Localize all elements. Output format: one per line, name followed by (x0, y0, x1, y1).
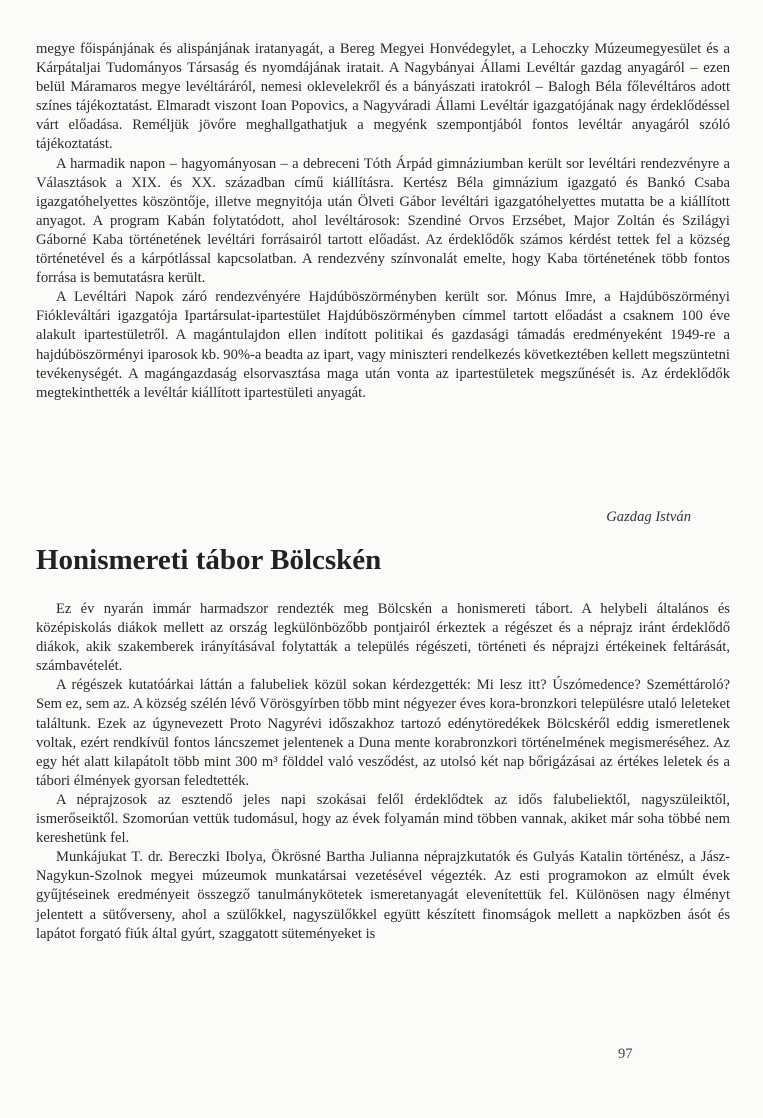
body-paragraph: A néprajzosok az esztendő jeles napi szokásai felől érdeklődtek az idős falubeliektől, nagyszüleiktől, ismerőseiktől. Szomorúan vettük tudomásul, hogy az évek folyamán mind többen vannak, akiket már soha többé nem kereshetünk fel. (36, 791, 730, 847)
body-paragraph: A régészek kutatóárkai láttán a falubeliek közül sokan kérdezgették: Mi lesz itt? Úszómedence? Szeméttároló? Sem ez, sem az. A község szélén lévő Vörösgyírben több mint négyezer éves kora-bronzkori településre utaló leleteket találtunk. Ezek az úgynevezett Proto Nagyrévi időszakhoz tartozó edénytöredékek Bölcskéről eddig ismeretlenek voltak, ezért rendkívül fontos láncszemet jelentenek a Duna mente korabronzkori történelmének megismeréséhez. Az egy hét alatt kilapátolt több mint 300 m³ földdel való vesződést, az utolsó két nap bőrigázásai az értékes leletek és a tábori élmények gyorsan feledtették. (36, 677, 730, 789)
body-paragraph: Munkájukat T. dr. Bereczki Ibolya, Ökrösné Bartha Julianna néprajzkutatók és Gulyás Katalin történész, a Jász-Nagykun-Szolnok megyei múzeumok munkatársai vezetésével végezték. Az esti programokon az elmúlt évek gyűjtéseinek eredményeit összegző tanulmánykötetek ismeretanyagát elevenítettük fel. Különösen nagy élményt jelentett a sütőverseny, ahol a szülőkkel, nagyszülőkkel együtt készített finomságok mellett a napközben ásót és lapátot forgató fiúk által gyúrt, szaggatott süteményeket is (36, 849, 730, 942)
body-paragraph: A Levéltári Napok záró rendezvényére Hajdúböszörményben került sor. Mónus Imre, a Hajdúböszörményi Fiókleváltári igazgatója Ipartársulat-ipartestület Hajdúböszörményben címmel tartott előadást a csaknem 100 éve alakult ipartestületről. A magántulajdon ellen indított politikai és gazdasági támadás eredményeként 1949-re a hajdúböszörményi iparosok kb. 90%-a beadta az ipart, vagy miniszteri rendelkezés következtében kellett megszüntetni tevékenységét. A magángazdaság elsorvasztása maga után vonta az ipartestületek megszűnését is. Az érdeklődők megtekinthették a levéltár kiállított ipartestületi anyagát. (36, 289, 730, 401)
author-signature: Gazdag István (606, 509, 691, 525)
page-number: 97 (618, 1046, 633, 1062)
body-paragraph: Ez év nyarán immár harmadszor rendezték meg Bölcskén a honismereti tábort. A helybeli általános és középiskolás diákok mellett az ország legkülönbözőbb pontjairól érkeztek a régészet és a néprajz iránt érdeklődő diákok, akik szakemberek irányításával folytatták a település régészeti, történeti és néprajzi értékeinek feltárását, számbavételét. (36, 601, 730, 675)
article-levéltári-napok-body (36, 40, 730, 403)
article-honismereti-tabor-body (36, 600, 730, 944)
article-title: Honismereti tábor Bölcskén (36, 544, 382, 576)
body-paragraph: megye főispánjának és alispánjának iratanyagát, a Bereg Megyei Honvédegylet, a Lehoczky Múzeumegyesület és a Kárpátaljai Tudományos Társaság és nyomdájának iratait. A Nagybányai Állami Levéltár gazdag anyagáról – ezen belül Máramaros megye levéltáráról, nemesi oklevelekről és a bányászati iratokról – Balogh Béla főlevéltáros adott színes tájékoztatást. Elmaradt viszont Ioan Popovics, a Nagyváradi Állami Levéltár igazgatójának nagy érdeklődéssel várt előadása. Reméljük jövőre meghallgathatjuk a megyénk szempontjából fontos levéltár anyagáról szóló tájékoztatást. (36, 41, 730, 153)
body-paragraph: A harmadik napon – hagyományosan – a debreceni Tóth Árpád gimnáziumban került sor levéltári rendezvényre a Választások a XIX. és XX. században című kiállításra. Kertész Béla gimnázium igazgató és Bankó Csaba igazgatóhelyettes köszöntője, illetve megnyitója után Ölveti Gábor levéltári igazgatóhelyettes mutatta be a kiállított anyagot. A program Kabán folytatódott, ahol levéltárosok: Szendiné Orvos Erzsébet, Major Zoltán és Szilágyi Gáborné Kaba történetének levéltári forrásairól tartott előadást. Az érdeklődők számos kérdést tettek fel a község történetével és a kárpótlással kapcsolatban. A rendezvény színvonalát emelte, hogy Kaba történetének több fontos forrása is bemutatásra került. (36, 155, 730, 287)
